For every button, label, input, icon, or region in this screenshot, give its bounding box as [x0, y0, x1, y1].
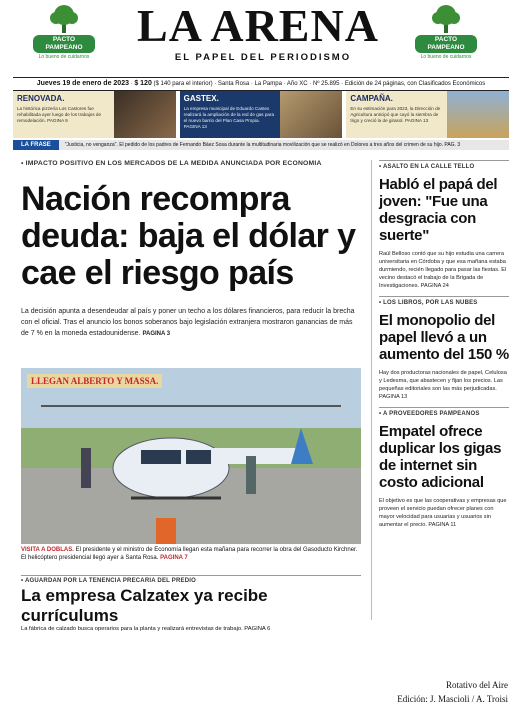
helicopter-illustration: [21, 368, 361, 544]
dateline-rest: ($ 140 para el interior) · Santa Rosa · La Pampa · Año XC · Nº 25.895 · Edición de 24 páginas, con Clasificados Económicos: [153, 81, 486, 87]
right-headline[interactable]: El monopolio del papel llevó a un aumento del 150 %: [379, 312, 509, 363]
main-lead-page: PAGINA 3: [142, 331, 171, 337]
teaser-gastex[interactable]: [180, 91, 343, 138]
right-body: El objetivo es que las cooperativas y empresas que proveen el servicio puedan ofrecer planes con mayor velocidad para usuarias y usuarios sin aumentar el precio. PAGINA 11: [379, 498, 507, 528]
teaser-body: La empresa municipal de Eduardo Castex realizará la ampliación de la red de gas para el nuevo barrio del Plan Casa Propia. PAGINA 13: [183, 106, 275, 129]
teaser-photo: [280, 91, 342, 138]
right-headline[interactable]: Empatel ofrece duplicar los gigas de internet sin costo adicional: [379, 423, 502, 491]
main-kicker: • IMPACTO POSITIVO EN LOS MERCADOS DE LA MEDIDA ANUNCIADA POR ECONOMIA: [21, 160, 361, 167]
photo-caption: [21, 546, 361, 562]
caption-text: El presidente y el ministro de Economía llegan esta mañana para recorrer la obra del Gasoducto Kirchner. El helicóptero presidencial llegó ayer a Santa Rosa.: [21, 547, 358, 561]
teaser-body: En su estimación para 2023, la Dirección de Agricultura anticipó que cayó la siembra de trigo y creció la de girasol. PAGINA 13: [350, 106, 441, 123]
newspaper-title: LA ARENA: [137, 0, 379, 51]
right-column: [379, 160, 509, 535]
helicopter-photo: [21, 368, 361, 544]
teaser-photo: [447, 91, 509, 138]
dateline-price: $ 120: [134, 80, 152, 87]
pacto-label: PACTO PAMPEANO: [415, 35, 477, 53]
pacto-label: PACTO PAMPEANO: [33, 35, 95, 53]
credit-line-1: Rotativo del Aire: [446, 680, 508, 690]
pacto-pampeano-logo-right: [415, 4, 477, 68]
tree-icon: [429, 4, 463, 34]
right-story-papel: [379, 296, 509, 401]
calzatex-headline[interactable]: La empresa Calzatex ya recibe currículums: [21, 586, 268, 625]
caption-page: PAGINA 7: [160, 555, 188, 561]
pacto-tag: Lo bueno de cuidarnos: [420, 54, 472, 60]
teaser-renovada[interactable]: [13, 91, 176, 138]
teaser-campana[interactable]: [346, 91, 509, 138]
teaser-strip: [13, 91, 509, 138]
right-body: Hay dos productoras nacionales de papel, Celulosa y Ledesma, que abastecen y fijan los precios. Las pequeñas editoriales son las más perjudicadas. PAGINA 13: [379, 370, 507, 400]
teaser-photo: [114, 91, 176, 138]
right-story-empatel: [379, 407, 509, 529]
teaser-head: RENOVADA.: [17, 94, 65, 103]
calzatex-kicker: • AGUARDAN POR LA TENENCIA PRECARIA DEL PREDIO: [21, 578, 361, 584]
column-divider: [371, 160, 372, 620]
right-body: Raúl Belloso contó que su hijo estudia una carrera universitaria en Córdoba y que esa mañana estaba durmiendo, recién llegado para pasar las fiestas. El vecino destacó el trabajo de la Brigada de Investigaciones. PAGINA 24: [379, 251, 507, 289]
right-kicker: • A PROVEEDORES PAMPEANOS: [379, 411, 509, 417]
newspaper-subtitle: EL PAPEL DEL PERIODISMO: [174, 52, 352, 63]
pacto-pampeano-logo-left: [33, 4, 95, 68]
dateline-day: Jueves 19 de enero de 2023: [36, 80, 129, 87]
masthead: [13, 0, 509, 87]
right-headline[interactable]: Habló el papá del joven: "Fue una desgracia con suerte": [379, 176, 498, 244]
teaser-head: GASTEX.: [183, 94, 219, 103]
teaser-head: CAMPAÑA.: [350, 94, 393, 103]
calzatex-body: La fábrica de calzado busca operarios para la planta y realizará entrevistas de trabajo. PAGINA 6: [21, 626, 271, 632]
calzatex-story: [21, 575, 361, 632]
teaser-body: La histórica pizzería Los Castores fue rehabilitada ayer luego de los trabajos de remodelación. PAGINA 9: [17, 106, 102, 123]
newspaper-page: [13, 0, 509, 640]
dateline: Jueves 19 de enero de 2023 · $ 120 ($ 140 para el interior) · Santa Rosa · La Pampa · Año XC · Nº 25.895 · Edición de 24 páginas, con Clasificados Económicos: [13, 77, 509, 91]
right-story-asalto: [379, 160, 509, 290]
la-frase-text: "Justicia, no venganza". El pedido de los padres de Fernando Báez Sosa durante la multitudinaria movilización que se realizó en Dolores a tres años del crimen de su hijo. PAG. 3: [64, 142, 461, 148]
main-lead: [21, 306, 361, 340]
photo-overlay-label: LLEGAN ALBERTO Y MASSA.: [27, 374, 162, 388]
caption-lead: VISITA A DOBLAS.: [21, 547, 74, 553]
tree-icon: [47, 4, 81, 34]
credit-line-2: Edición: J. Mascioli / A. Troisi: [397, 694, 508, 704]
pacto-tag: Lo bueno de cuidarnos: [38, 54, 90, 60]
la-frase-label: LA FRASE: [13, 140, 59, 150]
main-headline[interactable]: Nación recompra deuda: baja el dólar y cae el riesgo país: [21, 180, 356, 292]
la-frase-bar: [13, 140, 509, 150]
main-story: [21, 160, 361, 340]
right-kicker: • ASALTO EN LA CALLE TELLO: [379, 164, 509, 170]
right-kicker: • LOS LIBROS, POR LAS NUBES: [379, 300, 509, 306]
main-lead-text: La decisión apunta a desendeudar al país y poner un techo a los dólares financieros, para reducir la brecha con el oficial. Tras el anuncio los bonos soberanos bajo legislación extranjera mostraron ganancias de más de 7 % en la moneda estadounidense.: [21, 308, 355, 337]
